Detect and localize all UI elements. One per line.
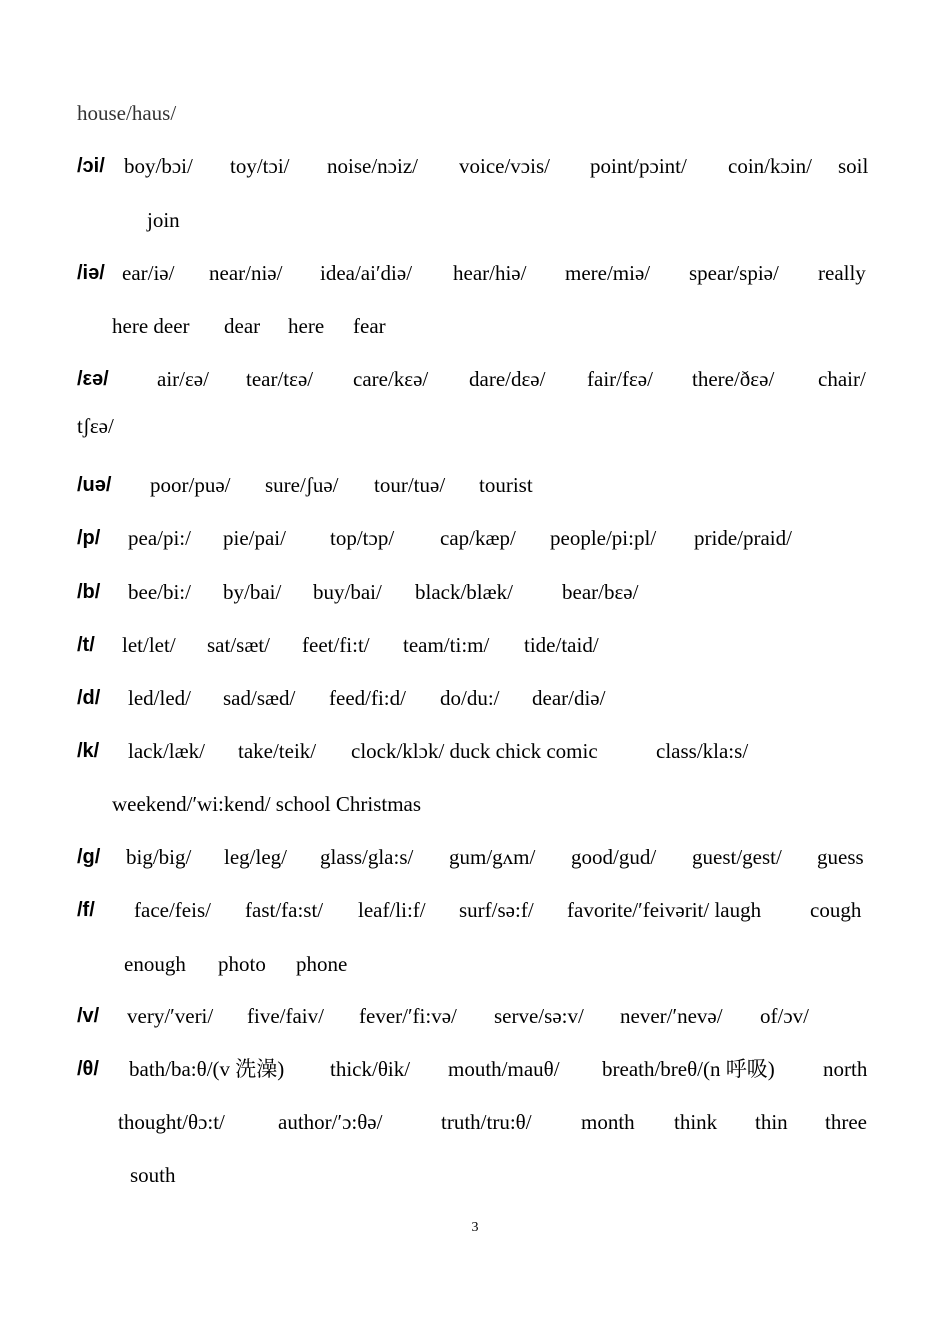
word: feed/fi:d/ [329,686,406,710]
phoneme-symbol: /iə/ [77,262,105,284]
word: by/bai/ [223,580,282,604]
word: serve/sə:v/ [494,1004,584,1028]
word: cap/kæp/ [440,526,516,550]
word: toy/tɔi/ [230,154,290,178]
word: here [288,314,325,338]
word: house/haus/ [77,101,177,125]
word: phone [296,952,348,976]
word: lack/læk/ [128,739,205,763]
word: month [581,1110,635,1134]
word: mere/miə/ [565,261,651,285]
word: never/′nevə/ [620,1004,723,1028]
word: buy/bai/ [313,580,382,604]
word: really [818,261,866,285]
word: care/kεə/ [353,367,429,391]
word: chair/ [818,367,866,391]
word: sure/ʃuə/ [265,473,339,497]
word: join [147,208,180,232]
word: weekend/′wi:kend/ school Christmas [112,792,422,816]
word: black/blæk/ [415,580,513,604]
word: fever/′fi:və/ [359,1004,457,1028]
word: do/du:/ [440,686,500,710]
word: poor/puə/ [150,473,231,497]
phoneme-symbol: /g/ [77,846,101,868]
word: people/pi:pl/ [550,526,657,550]
word: pride/praid/ [694,526,792,550]
word: soil [838,154,869,178]
word: fair/fεə/ [587,367,653,391]
word: clock/klɔk/ duck chick comic [351,739,598,763]
phoneme-symbol: /f/ [77,899,95,921]
word: leg/leg/ [224,845,287,869]
word: north [823,1057,868,1081]
word: truth/tru:θ/ [441,1110,532,1134]
word: noise/nɔiz/ [327,154,418,178]
phoneme-symbol: /θ/ [77,1058,99,1080]
word: sad/sæd/ [223,686,296,710]
word: class/kla:s/ [656,739,749,763]
word: top/tɔp/ [330,526,395,550]
word: breath/breθ/(n 呼吸) [602,1057,775,1081]
phoneme-symbol: /v/ [77,1005,100,1027]
word: tʃεə/ [77,414,114,438]
word: there/ðεə/ [692,367,775,391]
word: sat/sæt/ [207,633,271,657]
word: let/let/ [122,633,176,657]
page-number: 3 [471,1220,479,1235]
word: enough [124,952,186,976]
word: surf/sə:f/ [459,898,534,922]
word: photo [218,952,266,976]
word: dear/diə/ [532,686,606,710]
word: think [674,1110,718,1134]
word: bear/bεə/ [562,580,639,604]
word: dear [224,314,261,338]
word: thin [755,1110,788,1134]
word: tide/taid/ [524,633,599,657]
word: team/ti:m/ [403,633,490,657]
word: spear/spiə/ [689,261,779,285]
word: voice/vɔis/ [459,154,550,178]
word: big/big/ [126,845,192,869]
word: idea/ai′diə/ [320,261,413,285]
word: three [825,1110,867,1134]
word: five/faiv/ [247,1004,324,1028]
word: bath/ba:θ/(v 洗澡) [129,1057,285,1081]
word: feet/fi:t/ [302,633,370,657]
phoneme-symbol: /t/ [77,634,95,656]
phoneme-symbol: /uə/ [77,474,112,496]
word: dare/dεə/ [469,367,546,391]
word: pea/pi:/ [128,526,191,550]
word: glass/gla:s/ [320,845,414,869]
phoneme-symbol: /εə/ [77,368,109,390]
word: mouth/mauθ/ [448,1057,560,1081]
word: favorite/′feivərit/ laugh [567,898,762,922]
phoneme-symbol: /d/ [77,687,101,709]
word: pie/pai/ [223,526,286,550]
phoneme-symbol: /p/ [77,527,101,549]
word: ear/iə/ [122,261,175,285]
word: guess [817,845,864,869]
word: cough [810,898,862,922]
word: bee/bi:/ [128,580,191,604]
word: author/′ɔ:θə/ [278,1110,383,1134]
word: thought/θɔ:t/ [118,1110,225,1134]
word: led/led/ [128,686,191,710]
phoneme-symbol: /b/ [77,581,101,603]
word: face/feis/ [134,898,211,922]
word: good/gud/ [571,845,657,869]
word: gum/gʌm/ [449,845,536,869]
word: boy/bɔi/ [124,154,193,178]
word: leaf/li:f/ [358,898,426,922]
word: fast/fa:st/ [245,898,324,922]
word: thick/θik/ [330,1057,411,1081]
word: point/pɔint/ [590,154,687,178]
word: fear [353,314,386,338]
word: hear/hiə/ [453,261,527,285]
phoneme-symbol: /ɔi/ [77,155,105,177]
phoneme-symbol: /k/ [77,740,100,762]
word: of/ɔv/ [760,1004,809,1028]
word: near/niə/ [209,261,283,285]
word: coin/kɔin/ [728,154,812,178]
word: here deer [112,314,190,338]
word: south [130,1163,176,1187]
word: tourist [479,473,533,497]
word: very/′veri/ [127,1004,214,1028]
word: air/εə/ [157,367,209,391]
word: take/teik/ [238,739,317,763]
word: guest/gest/ [692,845,782,869]
word: tour/tuə/ [374,473,446,497]
word: tear/tεə/ [246,367,314,391]
